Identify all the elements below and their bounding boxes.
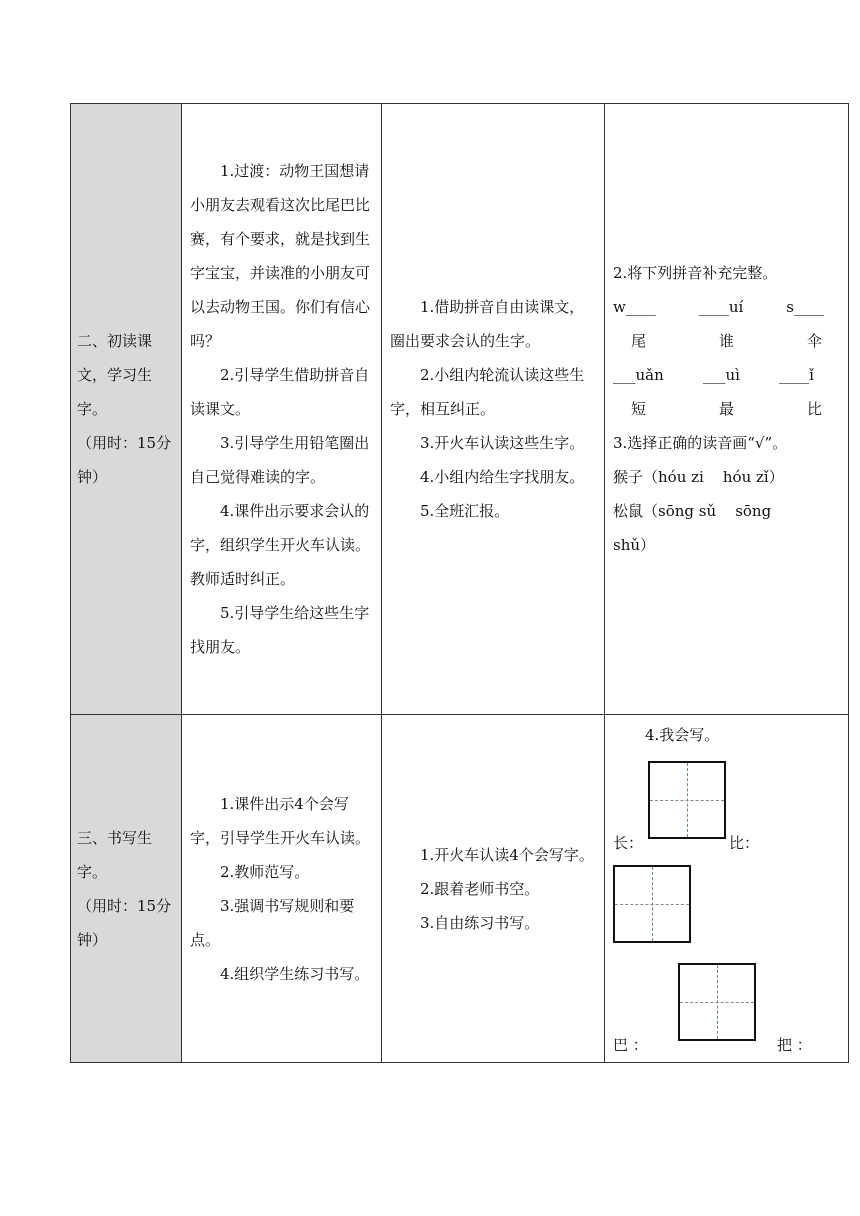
question-2-title: 2.将下列拼音补充完整。 xyxy=(613,264,778,282)
pinyin-blank: ____uí xyxy=(698,298,744,316)
character: 谁 xyxy=(718,332,734,350)
writing-grid-box xyxy=(678,963,756,1041)
pinyin-blank: ___uì xyxy=(702,366,740,384)
stage-cell xyxy=(71,104,182,715)
character-row xyxy=(613,392,844,426)
student-step: 2.小组内轮流认读这些生字，相互纠正。 xyxy=(390,366,585,418)
teacher-step: 1.过渡：动物王国想请小朋友去观看这次比尾巴比赛，有个要求，就是找到生字宝宝，并读准的小朋友可以去动物王国。你们有信心吗？ xyxy=(190,162,371,350)
student-activities-cell xyxy=(382,715,605,1063)
write-label-bi: 比： xyxy=(729,834,760,852)
writing-grid-box xyxy=(648,761,726,839)
question-3-item: 猴子（hóu zi hóu zǐ） xyxy=(613,468,784,486)
character-row xyxy=(613,324,844,358)
teacher-step: 3.强调书写规则和要点。 xyxy=(190,896,355,949)
character: 短 xyxy=(631,400,647,418)
writing-grid-box xyxy=(613,865,691,943)
teacher-step: 4.组织学生练习书写。 xyxy=(220,964,370,983)
writing-practice-area xyxy=(613,715,844,1061)
student-step: 1.借助拼音自由读课文，圈出要求会认的生字。 xyxy=(390,298,585,350)
pinyin-blank: w____ xyxy=(613,298,656,316)
stage-title: 三、书写生字。 xyxy=(77,828,153,881)
teacher-step: 2.引导学生借助拼音自读课文。 xyxy=(190,366,370,418)
exercise-cell xyxy=(605,104,849,715)
character: 比 xyxy=(806,400,822,418)
student-step: 5.全班汇报。 xyxy=(420,502,510,520)
table-row xyxy=(71,715,849,1063)
student-step: 2.跟着老师书空。 xyxy=(420,879,540,898)
character: 最 xyxy=(718,400,734,418)
stage-cell xyxy=(71,715,182,1063)
write-label-chang: 长： xyxy=(613,834,644,852)
question-3-item-continued: shǔ） xyxy=(613,536,656,554)
teacher-step: 5.引导学生给这些生字找朋友。 xyxy=(190,604,370,656)
teacher-activities-cell xyxy=(182,104,382,715)
student-step: 3.自由练习书写。 xyxy=(420,913,540,932)
teacher-step: 4.课件出示要求会认的字，组织学生开火车认读。教师适时纠正。 xyxy=(190,502,371,588)
write-label-ba: 巴 ： xyxy=(613,1036,648,1054)
table-row xyxy=(71,104,849,715)
character: 伞 xyxy=(806,332,822,350)
stage-time: （用时：15分钟） xyxy=(77,434,172,486)
student-activities-cell xyxy=(382,104,605,715)
teacher-activities-cell xyxy=(182,715,382,1063)
character: 尾 xyxy=(631,332,647,350)
question-3-title: 3.选择正确的读音画“√”。 xyxy=(613,434,788,452)
lesson-plan-table xyxy=(70,103,849,1063)
exercise-cell xyxy=(605,715,849,1063)
write-label-pa: 把 ： xyxy=(777,1036,812,1054)
teacher-step: 2.教师范写。 xyxy=(220,862,310,881)
teacher-step: 1.课件出示4个会写字，引导学生开火车认读。 xyxy=(190,794,371,847)
pinyin-row xyxy=(613,290,844,324)
stage-title: 二、初读课文，学习生字。 xyxy=(77,332,153,418)
pinyin-blank: s____ xyxy=(786,298,824,316)
student-step: 1.开火车认读4个会写字。 xyxy=(420,845,594,864)
student-step: 3.开火车认读这些生字。 xyxy=(420,434,585,452)
student-step: 4.小组内给生字找朋友。 xyxy=(420,468,585,486)
question-3-item: 松鼠（sōng sǔ sōng xyxy=(613,502,772,520)
question-4-title: 4.我会写。 xyxy=(645,726,720,744)
pinyin-row xyxy=(613,358,844,392)
pinyin-blank: ____ǐ xyxy=(779,366,814,384)
pinyin-blank: ___uǎn xyxy=(613,366,664,384)
teacher-step: 3.引导学生用铅笔圈出自己觉得难读的字。 xyxy=(190,434,370,486)
stage-time: （用时：15分钟） xyxy=(77,896,172,949)
